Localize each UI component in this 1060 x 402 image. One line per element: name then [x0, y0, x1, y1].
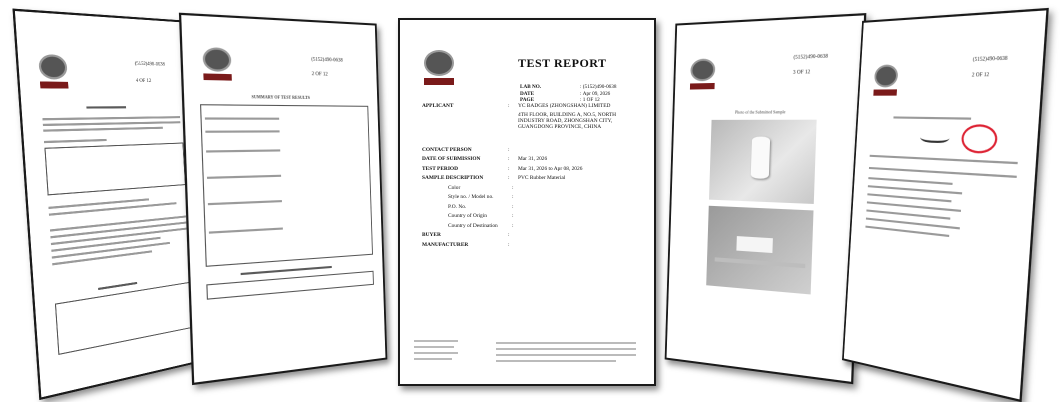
lab-stamp	[961, 124, 999, 154]
contact-label: CONTACT PERSON	[422, 146, 472, 153]
report-page-summary	[179, 13, 387, 385]
page-header: 2 OF 12	[311, 71, 328, 78]
lab-no-header: (5152)490-0638	[134, 61, 166, 68]
lab-no-header: (5152)490-0638	[972, 56, 1008, 64]
photo-title: Photo of the Submitted Sample	[734, 109, 786, 115]
submission-label: DATE OF SUBMISSION	[422, 156, 481, 162]
lab-no-header: (5152)490-0638	[311, 57, 343, 64]
bureau-veritas-logo	[690, 58, 716, 93]
submission-value: Mar 31, 2026	[518, 156, 548, 162]
summary-title: SUMMARY OF TEST RESULTS	[251, 93, 311, 101]
sample-photo-1	[709, 120, 817, 204]
page-label: PAGE	[520, 97, 535, 104]
sample-value: PVC Rubber Material	[518, 175, 566, 181]
bureau-veritas-logo	[38, 54, 69, 93]
sample-label: SAMPLE DESCRIPTION	[422, 175, 484, 181]
sample-photo-2	[706, 206, 813, 295]
bureau-veritas-logo	[424, 50, 454, 90]
destination-label: Country of Destination	[448, 222, 498, 229]
bureau-veritas-logo	[202, 47, 232, 85]
origin-label: Country of Origin	[448, 213, 487, 219]
buyer-label: BUYER	[422, 232, 441, 238]
applicant-value: YC BADGES (ZHONGSHAN) LIMITED	[518, 103, 611, 109]
lab-no-header: (5152)490-0638	[793, 54, 829, 61]
period-value: Mar 31, 2026 to Apr 08, 2026	[518, 165, 583, 172]
applicant-address: 4TH FLOOR, BUILDING A, NO.5, NORTH INDUSTRY ROAD, ZHONGSHAN CITY, GUANGDONG PROVINCE, CHINA	[518, 111, 617, 130]
lab-no-label: LAB NO.	[520, 84, 542, 90]
report-meta: LAB NO. : (5152)490-0638 DATE : Apr 09, 2026 PAGE : 1 OF 12	[520, 84, 617, 104]
page-header: 3 OF 12	[792, 70, 811, 76]
report-page-right	[842, 8, 1049, 402]
signature-mark	[920, 130, 950, 144]
period-label: TEST PERIOD	[422, 165, 458, 172]
test-report-cover-page	[398, 18, 656, 386]
page-value: 1 OF 12	[582, 97, 600, 104]
page-header: 2 OF 12	[971, 72, 990, 79]
style-label: Style no. / Model no.	[448, 194, 494, 200]
date-label: DATE	[520, 90, 535, 97]
lab-no-value: (5152)490-0638	[582, 84, 617, 90]
report-title: TEST REPORT	[518, 56, 607, 70]
color-label: Color	[448, 184, 461, 191]
po-label: P.O. No.	[448, 203, 467, 210]
report-page-photos	[665, 13, 867, 384]
contact-value	[518, 146, 642, 156]
bureau-veritas-logo	[873, 64, 898, 99]
report-fields: APPLICANT : YC BADGES (ZHONGSHAN) LIMITED 4TH FLOOR, BUILDING A, NO.5, NORTH INDUSTRY ROAD, ZHONGSHAN CITY, GUANGDONG PROVINCE, CHINA CONTACT PERSON : DATE OF SUBMISSION : Mar 31, 2026 TEST PERIOD : Mar 31, 2026 to Apr 08, 2026 SAMPLE DESCRIPTION : PVC Rubber Material Color : Style no. / Model no. : P.O. No. : Country of Origin : Country of Destination : BUYER : MANUFACTURER :	[422, 102, 642, 250]
applicant-label: APPLICANT	[422, 103, 454, 109]
manufacturer-label: MANUFACTURER	[422, 241, 469, 248]
page-header: 4 OF 12	[135, 78, 152, 85]
date-value: Apr 09, 2026	[582, 90, 611, 97]
